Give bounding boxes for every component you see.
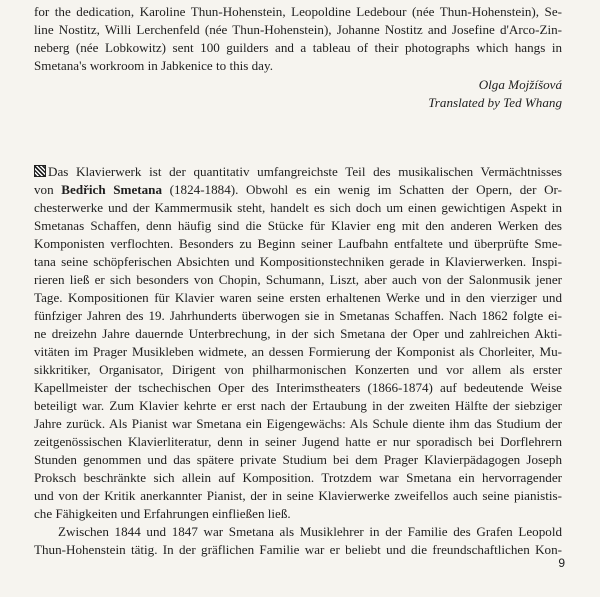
german-text-line: Das Klavierwerk ist der quantitativ umfangreichste Teil des musikalischen Vermächtnisses [48,164,562,179]
german-second-line [34,181,562,199]
translator-credit: Translated by Ted Whang [428,95,562,110]
composer-name: Bedřich Smetana [61,182,163,197]
german-text-line: Proksch beschränkte sich allein auf Komposition. Trotzdem war Smetana ein hervorragender [34,470,562,485]
german-text-line: fünfziger Jahren des 19. Jahrhunderts überwogen sie in Smetanas Schaffen. Nach 1862 folgte ei- [34,308,562,323]
german-text-line: zeitgenössischen Klavierliteratur, denn in seiner Jugend hatte er nur sporadisch bei Dorflehrern [34,434,562,449]
german-text-fragment: (1824-1884). Obwohl es ein wenig im Schatten der Opern, der Or- [162,182,562,197]
german-text-line: Tage. Kompositionen für Klavier waren seine ersten erhaltenen Werke und in den vierziger und [34,290,562,305]
german-first-line [34,163,562,181]
german-text-line: Kapellmeister der tschechischen Oper des Interimstheaters (1866-1874) auf bedeutende Weise [34,380,562,395]
german-text-line: Thun-Hohenstein tätig. In der gräflichen Familie war er beliebt und die freundschaftlichen Kon- [34,542,562,557]
german-text-line: Smetanas Schaffen, denn häufig sind die Stücke für Klavier eng mit den anderen Werken des [34,218,562,233]
german-text-line: che Fähigkeiten und Erfahrungen einfließen ließ. [34,506,291,521]
german-text-line: und von der Kritik anerkannter Pianist, der in seine Klavierwerke zweifellos auch seine pianistis- [34,488,562,503]
german-paragraph-start: Zwischen 1844 und 1847 war Smetana als Musiklehrer in der Familie des Grafen Leopold [58,524,562,539]
german-text-line: ne dreizehn Jahre dauernde Unterbrechung, in der sich Smetana der Oper und zahlreichen Akti- [34,326,562,341]
english-text-line: neberg (née Lobkowitz) sent 100 guilders and a tableau of their photographs which hangs in [34,40,562,55]
german-text-fragment: von [34,182,62,197]
german-text-line: rieren ließ er sich besonders von Chopin, Schumann, Liszt, aber auch von der Salonmusik jener [34,272,562,287]
author-credit: Olga Mojžíšová [478,77,562,92]
german-text-line: Jahre zurück. Als Pianist war Smetana ein Eigengewächs: Als Schule diente ihm das Studium der [34,416,562,431]
page-number: 9 [558,556,565,570]
german-text-line: vitäten im Prager Musikleben widmete, an dessen Formierung der Komponist als Chorleiter, Mu- [34,344,562,359]
german-text-line: tana seine schöpferischen Absichten und Kompositionstechniken gerade in Klavierwerken. Inspi- [34,254,562,269]
german-text-line: Komponisten verflochten. Besonders zu Beginn seiner Laufbahn entfaltete und überprüfte Sme- [34,236,562,251]
ornament-icon [34,165,46,177]
german-text-line: sikkritiker, Organisator, Dirigent von philharmonischen Konzerten und vor allem als erster [34,362,562,377]
english-text-line: for the dedication, Karoline Thun-Hohenstein, Leopoldine Ledebour (née Thun-Hohenstein), Se- [34,4,562,19]
german-text-line: Stunden genommen und das spätere private Studium bei dem Prager Klavierpädagogen Joseph [34,452,562,467]
english-text-line: Smetana's workroom in Jabkenice to this day. [34,58,273,73]
german-text-line: chesterwerke und der Kammermusik steht, handelt es sich doch um einen gewichtigen Aspekt in [34,200,562,215]
english-text-line: line Nostitz, Willi Lerchenfeld (née Thun-Hohenstein), Johanne Nostitz and Josefine d'Arco-Zin- [34,22,562,37]
german-text-line: beteiligt war. Zum Klavier kehrte er erst nach der Ertaubung in der zweiten Hälfte der siebziger [34,398,562,413]
